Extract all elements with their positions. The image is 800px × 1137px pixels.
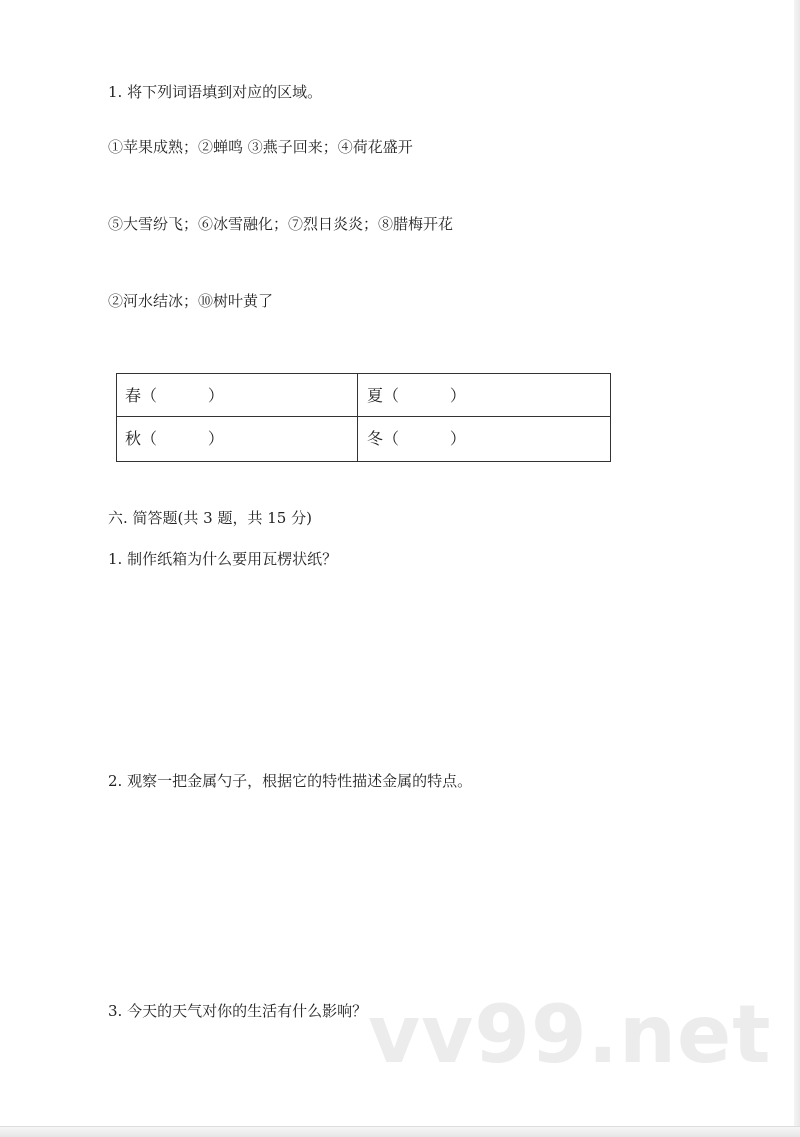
- season-table: [116, 373, 611, 462]
- section-6-title: 六. 简答题(共 3 题，共 15 分): [108, 509, 312, 527]
- word-list-line-2: ⑤大雪纷飞；⑥冰雪融化；⑦烈日炎炎；⑧腊梅开花: [108, 215, 454, 233]
- cell-autumn: 秋（ ）: [125, 429, 224, 448]
- cell-spring: 春（ ）: [125, 386, 224, 405]
- watermark-text: vv99.net: [368, 988, 772, 1081]
- short-answer-question-2: 2. 观察一把金属勺子，根据它的特性描述金属的特点。: [108, 772, 473, 790]
- page-bottom-edge: [0, 1126, 800, 1137]
- table-vertical-divider: [357, 374, 358, 461]
- table-horizontal-divider: [117, 416, 610, 417]
- cell-summer: 夏（ ）: [367, 386, 466, 405]
- short-answer-question-1: 1. 制作纸箱为什么要用瓦楞状纸？: [108, 550, 338, 568]
- cell-winter: 冬（ ）: [367, 429, 466, 448]
- word-list-line-1: ①苹果成熟；②蝉鸣 ③燕子回来；④荷花盛开: [108, 138, 413, 156]
- word-list-line-3: ②河水结冰；⑩树叶黄了: [108, 292, 274, 310]
- page-right-edge: [794, 0, 800, 1137]
- question-1-title: 1. 将下列词语填到对应的区域。: [108, 83, 323, 101]
- short-answer-question-3: 3. 今天的天气对你的生活有什么影响？: [108, 1002, 368, 1020]
